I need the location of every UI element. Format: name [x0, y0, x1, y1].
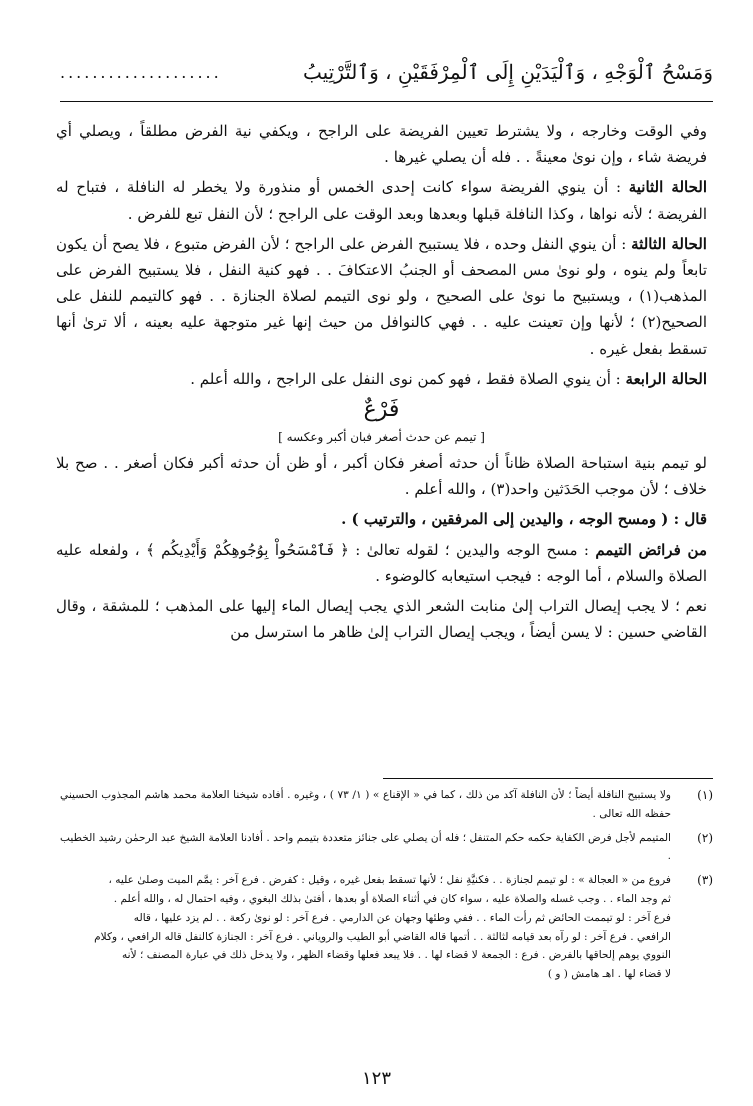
footnote-divider [383, 778, 713, 779]
section-subheading: [ تيمم عن حدث أصغر فبان أكبر وعكسه ] [278, 430, 485, 445]
footnote-text [60, 871, 671, 984]
case-label: الحالة الثانية [628, 178, 708, 197]
case-label: الحالة الثالثة [631, 234, 707, 253]
header-dots: .................... [60, 62, 222, 82]
paragraph-case-two: الحالة الثانية : أن ينوي الفريضة سواء كانت إحدى الخمس أو منذورة ولا يخطر له النافلة ، فتباح له الفريضة ؛ لأنه نواها ، وكذا النافلة قبلها وبعدها وبعد الوقت على الراجح ؛ لأن النفل تبع للفرض . [56, 178, 708, 223]
footnote-line: الرافعي . فرع آخر : لو رآه بعد قيامه لثالثة . . أتمها قاله القاضي أبو الطيب والروياني . فرع آخر : الجنازة كالنفل قاله الرافعي ، وكلام [94, 930, 671, 943]
footnote-line: ثم وجد الماء . . وجب غسله والصلاة عليه ، سواء كان في أثناء الصلاة أو بعدها ، أفتىٰ بذلك البغوي ، وفيه احتمال له ، والله أعلم . [113, 892, 671, 905]
paragraph: وفي الوقت وخارجه ، ولا يشترط تعيين الفريضة على الراجح ، ويكفي نية الفرض مطلقاً ، ويصلي أي فريضة شاء ، وإن نوىٰ معينةً . . فله أن يصلي غيرها . [56, 122, 707, 167]
footnote [60, 829, 713, 867]
paragraph: نعم ؛ لا يجب إيصال التراب إلىٰ منابت الشعر الذي يجب إيصال الماء إليها على المذهب ؛ للمشقة ، وقال القاضي حسين : لا يسن أيضاً ، ويجب إيصال التراب إلىٰ ظاهر ما استرسل من [56, 597, 707, 642]
header-divider [60, 101, 713, 102]
footnote-number: (٣) [697, 873, 713, 888]
footnote-number: (٢) [697, 830, 713, 845]
section-heading: فَرْعٌ [363, 397, 400, 423]
header-title: وَمَسْحُ ٱلْوَجْهِ ، وَٱلْيَدَيْنِ إِلَى ٱلْمِرْفَقَيْنِ ، وَٱلتَّرْتِيبُ [302, 60, 713, 84]
footnotes [60, 786, 713, 989]
footnote [60, 871, 713, 984]
paragraph-case-four: الحالة الرابعة : أن ينوي الصلاة فقط ، فهو كمن نوى النفل على الراجح ، والله أعلم . [190, 369, 707, 388]
paragraph: لو تيمم بنية استباحة الصلاة ظاناً أن حدثه أصغر فكان أكبر ، أو ظن أن حدثه أكبر فكان أصغر . . صح بلا خلاف ؛ لأن موجب الحَدَثين واحد(٣) ، والله أعلم . [56, 454, 707, 499]
footnote [60, 786, 713, 824]
paragraph: من فرائض التيمم : مسح الوجه واليدين ؛ لقوله تعالىٰ : ﴿ فَٱمْسَحُواْ بِوُجُوهِكُمْ وَأَيْدِيكُم ﴾ ، ولفعله عليه الصلاة والسلام ، أما الوجه : فيجب استيعابه كالوضوء . [56, 540, 707, 585]
case-label: الحالة الرابعة [625, 369, 707, 388]
footnote-number: (١) [697, 788, 713, 802]
footnote-text: ولا يستبيح النافلة أيضاً ؛ لأن النافلة آكد من ذلك ، كما في « الإقناع » ( ١/ ٧٣ ) ، وغيره . أفاده شيخنا العلامة محمد هاشم المجذوب الحسيني حفظه الله تعالى . [60, 789, 671, 820]
page-number: ١٢٣ [361, 1068, 391, 1089]
footnote-line: فرع آخر : لو تيممت الحائض ثم رأت الماء . . ففي وطئها وجهان عن الدارمي . فرع آخر : لو نوىٰ ركعة . . لم يزد عليها ، قاله [133, 911, 671, 924]
footnote-line: لا قضاء لها . اهـ هامش ( و ) [547, 968, 671, 981]
footnote-line: فروع من « العجالة » : لو تيمم لجنازة . . فكنيَّةِ نفل ؛ لأنها تسقط بفعل غيره ، وقيل : كفرض . فرع آخر : يمَّم الميت وصلىٰ عليه ، [108, 874, 671, 887]
running-header [60, 52, 713, 92]
footnote-text: المتيمم لأجل فرض الكفاية حكمه حكم المتنفل ؛ فله أن يصلي على جنائز متعددة بتيمم واحد . أفادنا العلامة الشيخ عبد الرحمٰن رشيد الخطيب . [60, 831, 671, 863]
paragraph-case-three: الحالة الثالثة : أن ينوي النفل وحده ، فلا يستبيح الفرض على الراجح ؛ لأن الفرض متبوع ، فلا يصح أن يكون تابعاً ولم ينوه ، ولو نوىٰ مس المصحف أو الجنبُ الاعتكافَ . . فهو كنية النفل ، فلا يستبيح الفرض على المذهب(١) ، ويستبيح ما نوىٰ على الصحيح ، ولو نوى التيمم لصلاة الجنازة . . فهو كالتيمم للنفل على الصحيح(٢) ؛ لأنها وإن تعينت عليه . . فهي كالنوافل من حيث إنها غير متوجهة عليه بعينه ، ألا ترىٰ أنها تسقط بفعل غيره . [56, 234, 707, 358]
section-label: من فرائض التيمم [595, 540, 707, 559]
footnote-line: النووي يوهم إلحاقها بالفرض . فرع : الجمعة لا قضاء لها . . فلا يبعد فعلها وقضاء الظهر ، ولا يدخل ذلك في عبارة المصنف ؛ لأنه [121, 949, 671, 962]
matn-quote: قال : ( ومسح الوجه ، واليدين إلى المرفقين ، والترتيب ) . [341, 510, 707, 529]
main-text [56, 118, 707, 649]
